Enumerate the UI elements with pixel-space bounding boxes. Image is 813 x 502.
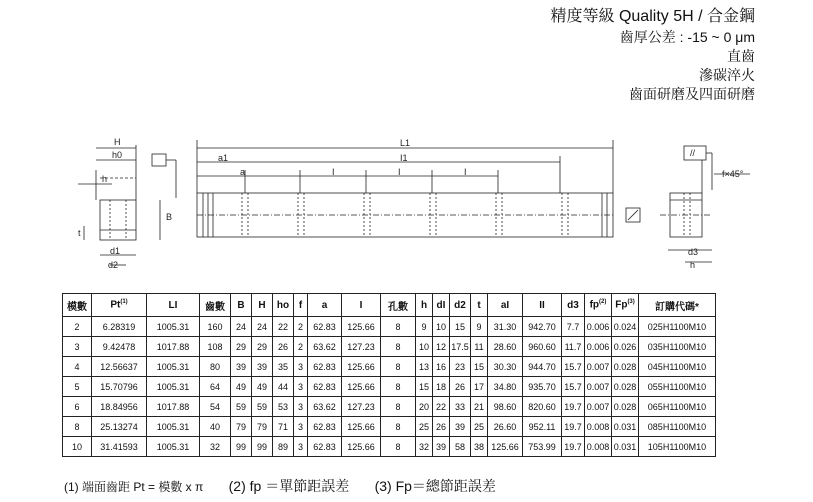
table-cell: 9 [471, 317, 488, 337]
table-cell: 0.008 [585, 417, 612, 437]
col-f: f [294, 294, 308, 317]
datum-box [152, 154, 166, 166]
col-a: a [308, 294, 342, 317]
table-row [63, 377, 716, 397]
col-h-height: H [252, 294, 273, 317]
table-cell: 58 [450, 437, 471, 457]
table-cell: 8 [381, 357, 416, 377]
table-cell: 125.66 [342, 317, 381, 337]
table-row [63, 357, 716, 377]
col-d1: dI [433, 294, 450, 317]
spec-table [62, 293, 716, 457]
table-body [63, 317, 716, 457]
table-cell: 8 [381, 317, 416, 337]
table-cell: 35 [273, 357, 294, 377]
table-cell: 49 [231, 377, 252, 397]
table-cell: 25 [471, 417, 488, 437]
col-h: h [416, 294, 433, 317]
table-cell: 39 [450, 417, 471, 437]
table-cell: 26 [273, 337, 294, 357]
col-a1: aI [488, 294, 523, 317]
table-cell: 045H1100M10 [639, 357, 716, 377]
table-cell: 8 [381, 397, 416, 417]
dim-a1: a1 [218, 153, 229, 163]
table-cell: 26.60 [488, 417, 523, 437]
table-cell: 38 [471, 437, 488, 457]
table-cell: 62.83 [308, 437, 342, 457]
table-cell: 0.007 [585, 377, 612, 397]
col-ho: ho [273, 294, 294, 317]
spec-tooth-type: 直齒 [727, 48, 755, 64]
col-d2: d2 [450, 294, 471, 317]
table-cell: 20 [416, 397, 433, 417]
table-cell: 22 [273, 317, 294, 337]
table-cell: 0.007 [585, 357, 612, 377]
dim-chamfer: f×45° [722, 169, 744, 179]
table-cell: 7.7 [562, 317, 585, 337]
table-row [63, 417, 716, 437]
dim-L1: L1 [400, 138, 411, 148]
table-cell: 17.5 [450, 337, 471, 357]
table-cell: 79 [231, 417, 252, 437]
table-cell: 19.7 [562, 437, 585, 457]
table-cell: 108 [200, 337, 231, 357]
table-cell: 80 [200, 357, 231, 377]
spec-heat-treatment: 滲碳淬火 [699, 67, 755, 83]
spec-quality: 精度等級 Quality 5H / 合金鋼 [550, 8, 755, 25]
table-cell: 33 [450, 397, 471, 417]
table-cell: 18.84956 [92, 397, 147, 417]
dim-h-right: h [690, 260, 696, 270]
table-cell: 2 [294, 337, 308, 357]
table-cell: 0.007 [585, 397, 612, 417]
table-cell: 125.66 [342, 437, 381, 457]
table-cell: 13 [416, 357, 433, 377]
table-row [63, 337, 716, 357]
table-cell: 16 [433, 357, 450, 377]
dim-I-1: I [332, 167, 335, 177]
footnote-1: (1) 端面齒距 Pt = 模數 x π [64, 480, 204, 494]
table-cell: 25 [416, 417, 433, 437]
dim-I-3: I [464, 167, 467, 177]
table-cell: 4 [63, 357, 92, 377]
col-holes: 孔數 [381, 294, 416, 317]
table-cell: 6.28319 [92, 317, 147, 337]
table-cell: 62.83 [308, 357, 342, 377]
table-cell: 3 [63, 337, 92, 357]
table-cell: 1005.31 [147, 437, 200, 457]
table-cell: 1005.31 [147, 357, 200, 377]
table-cell: 59 [231, 397, 252, 417]
table-cell: 31.30 [488, 317, 523, 337]
footnote-2: (2) fp ＝單節距誤差 [228, 478, 350, 494]
table-cell: 25.13274 [92, 417, 147, 437]
table-cell: 0.028 [612, 377, 639, 397]
table-cell: 1017.88 [147, 397, 200, 417]
table-cell: 820.60 [523, 397, 562, 417]
table-cell: 1005.31 [147, 377, 200, 397]
table-cell: 12.56637 [92, 357, 147, 377]
table-cell: 065H1100M10 [639, 397, 716, 417]
table-row [63, 317, 716, 337]
footnote-3: (3) Fp＝總節距誤差 [374, 478, 496, 494]
table-cell: 23 [450, 357, 471, 377]
table-cell: 31.41593 [92, 437, 147, 457]
parallel-symbol: // [690, 148, 696, 158]
spec-tolerance: 齒厚公差 : -15 ~ 0 μm [619, 29, 755, 45]
table-cell: 8 [381, 417, 416, 437]
table-cell: 49 [252, 377, 273, 397]
table-cell: 24 [231, 317, 252, 337]
table-cell: 11 [471, 337, 488, 357]
dim-B: B [166, 212, 173, 222]
table-cell: 17 [471, 377, 488, 397]
table-cell: 21 [471, 397, 488, 417]
table-cell: 0.008 [585, 437, 612, 457]
table-cell: 26 [450, 377, 471, 397]
table-cell: 125.66 [342, 357, 381, 377]
table-cell: 0.028 [612, 357, 639, 377]
table-header-row [63, 294, 716, 317]
table-cell: 125.66 [342, 377, 381, 397]
table-cell: 8 [63, 417, 92, 437]
table-cell: 15.70796 [92, 377, 147, 397]
table-cell: 942.70 [523, 317, 562, 337]
table-cell: 15.7 [562, 377, 585, 397]
table-cell: 0.006 [585, 317, 612, 337]
table-cell: 0.028 [612, 397, 639, 417]
table-cell: 22 [433, 397, 450, 417]
dim-h: h [102, 174, 108, 184]
table-cell: 0.031 [612, 417, 639, 437]
table-cell: 753.99 [523, 437, 562, 457]
table-cell: 0.024 [612, 317, 639, 337]
table-cell: 15 [471, 357, 488, 377]
table-cell: 99 [231, 437, 252, 457]
table-cell: 12 [433, 337, 450, 357]
table-cell: 025H1100M10 [639, 317, 716, 337]
footnotes [64, 476, 518, 496]
table-cell: 105H1100M10 [639, 437, 716, 457]
table-cell: 1005.31 [147, 417, 200, 437]
table-cell: 6 [63, 397, 92, 417]
table-cell: 935.70 [523, 377, 562, 397]
table-cell: 19.7 [562, 397, 585, 417]
table-cell: 98.60 [488, 397, 523, 417]
table-row [63, 397, 716, 417]
table-cell: 055H1100M10 [639, 377, 716, 397]
table-cell: 1005.31 [147, 317, 200, 337]
table-cell: 26 [433, 417, 450, 437]
spec-grinding: 齒面研磨及四面研磨 [629, 86, 755, 102]
col-teeth: 齒數 [200, 294, 231, 317]
col-t: t [471, 294, 488, 317]
table-cell: 44 [273, 377, 294, 397]
table-cell: 127.23 [342, 337, 381, 357]
table-cell: 944.70 [523, 357, 562, 377]
table-cell: 71 [273, 417, 294, 437]
dim-I-2: I [398, 167, 401, 177]
table-cell: 10 [433, 317, 450, 337]
table-cell: 79 [252, 417, 273, 437]
table-cell: 63.62 [308, 397, 342, 417]
col-pt: Pt$^{(1)}$ [92, 294, 147, 317]
table-cell: 18 [433, 377, 450, 397]
table-cell: 15 [450, 317, 471, 337]
col-fp: $fp^{(2)}$ [585, 294, 612, 317]
table-cell: 0.031 [612, 437, 639, 457]
col-d3: d3 [562, 294, 585, 317]
table-cell: 3 [294, 397, 308, 417]
table-cell: 5 [63, 377, 92, 397]
col-module: 模數 [63, 294, 92, 317]
table-cell: 2 [63, 317, 92, 337]
table-cell: 9.42478 [92, 337, 147, 357]
table-cell: 62.83 [308, 317, 342, 337]
col-order-code: 訂購代碼* [639, 294, 716, 317]
dim-H: H [114, 137, 121, 147]
table-cell: 1017.88 [147, 337, 200, 357]
table-cell: 63.62 [308, 337, 342, 357]
table-cell: 89 [273, 437, 294, 457]
table-cell: 54 [200, 397, 231, 417]
dim-d1: d1 [110, 246, 121, 256]
table-cell: 8 [381, 377, 416, 397]
dim-t: t [78, 228, 81, 238]
table-cell: 3 [294, 357, 308, 377]
table-cell: 29 [252, 337, 273, 357]
table-cell: 3 [294, 417, 308, 437]
dim-I1: I1 [400, 153, 408, 163]
table-cell: 32 [416, 437, 433, 457]
table-cell: 125.66 [342, 417, 381, 437]
table-cell: 127.23 [342, 397, 381, 417]
col-i: I [342, 294, 381, 317]
table-cell: 952.11 [523, 417, 562, 437]
col-b: B [231, 294, 252, 317]
table-cell: 9 [416, 317, 433, 337]
dim-d3: d3 [688, 247, 699, 257]
end-view-left-body [100, 200, 136, 240]
table-cell: 0.006 [585, 337, 612, 357]
table-cell: 8 [381, 337, 416, 357]
table-cell: 085H1100M10 [639, 417, 716, 437]
table-cell: 10 [416, 337, 433, 357]
table-cell: 035H1100M10 [639, 337, 716, 357]
table-cell: 32 [200, 437, 231, 457]
col-i1: II [523, 294, 562, 317]
table-cell: 960.60 [523, 337, 562, 357]
table-cell: 34.80 [488, 377, 523, 397]
table-cell: 62.83 [308, 417, 342, 437]
table-cell: 2 [294, 317, 308, 337]
table-cell: 62.83 [308, 377, 342, 397]
table-cell: 39 [433, 437, 450, 457]
table-cell: 15 [416, 377, 433, 397]
table-cell: 3 [294, 377, 308, 397]
table-cell: 24 [252, 317, 273, 337]
dim-h0: h0 [112, 150, 123, 160]
dim-a: a [240, 167, 246, 177]
dim-d2: d2 [108, 260, 119, 270]
table-cell: 0.026 [612, 337, 639, 357]
col-fp-total: Fp$^{(3)}$ [612, 294, 639, 317]
table-cell: 64 [200, 377, 231, 397]
table-cell: 99 [252, 437, 273, 457]
table-cell: 11.7 [562, 337, 585, 357]
table-cell: 3 [294, 437, 308, 457]
table-cell: 29 [231, 337, 252, 357]
table-cell: 59 [252, 397, 273, 417]
table-cell: 30.30 [488, 357, 523, 377]
table-cell: 19.7 [562, 417, 585, 437]
table-cell: 40 [200, 417, 231, 437]
table-cell: 10 [63, 437, 92, 457]
table-cell: 160 [200, 317, 231, 337]
table-cell: 39 [231, 357, 252, 377]
table-cell: 39 [252, 357, 273, 377]
table-cell: 15.7 [562, 357, 585, 377]
table-cell: 28.60 [488, 337, 523, 357]
table-row [63, 437, 716, 457]
table-cell: 125.66 [488, 437, 523, 457]
table-cell: 53 [273, 397, 294, 417]
table-cell: 8 [381, 437, 416, 457]
col-l1: LI [147, 294, 200, 317]
